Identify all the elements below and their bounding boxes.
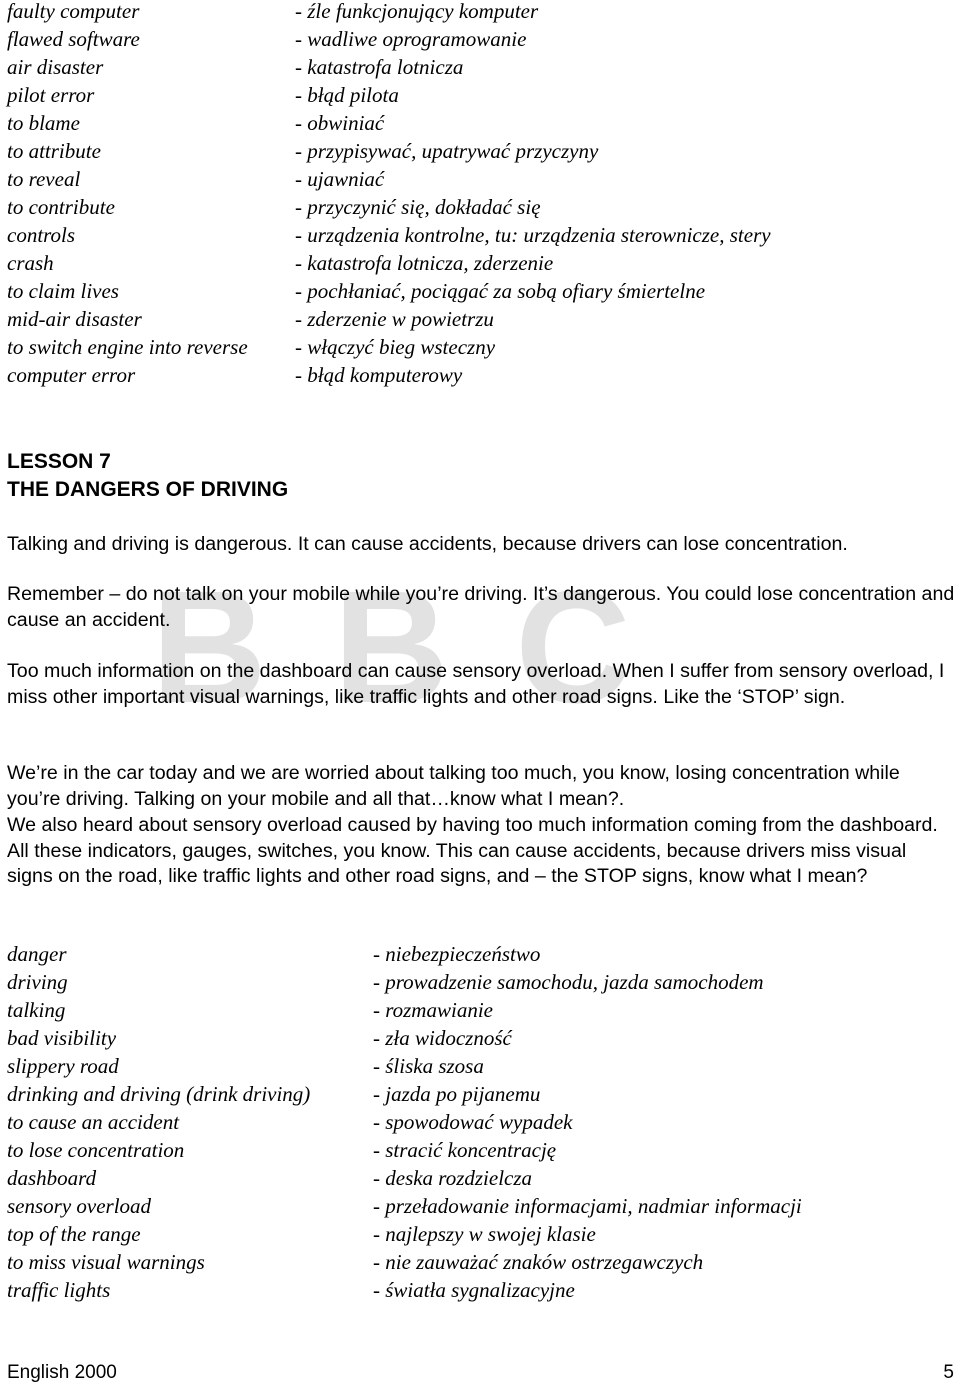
vocab-row [7, 333, 771, 361]
watermark-letter: B [151, 557, 267, 736]
vocab-translation: - urządzenia kontrolne, tu: urządzenia sterownicze, stery [295, 223, 771, 247]
vocab-row [7, 53, 771, 81]
vocab-row [7, 1108, 802, 1136]
vocab-row [7, 1080, 802, 1108]
vocab-row [7, 221, 771, 249]
vocab-translation: - zderzenie w powietrzu [295, 307, 494, 331]
vocab-row [7, 0, 771, 25]
lesson-heading [7, 448, 288, 504]
vocab-translation: - włączyć bieg wsteczny [295, 335, 496, 359]
vocab-term: to attribute [7, 139, 101, 163]
vocab-row [7, 109, 771, 137]
watermark-letter: C [515, 557, 631, 736]
vocab-term: to switch engine into reverse [7, 335, 248, 359]
vocab-translation: - obwiniać [295, 111, 385, 135]
vocab-term: driving [7, 970, 68, 994]
paragraph: Too much information on the dashboard can cause sensory overload. When I suffer from sensory overload, I miss other important visual warnings, like traffic lights and other road signs. Like the ‘STOP’ sign. [7, 660, 945, 708]
vocab-row [7, 305, 771, 333]
vocab-row [7, 1192, 802, 1220]
vocab-translation: - stracić koncentrację [373, 1138, 557, 1162]
vocab-translation: - błąd pilota [295, 83, 399, 107]
vocab-translation: - prowadzenie samochodu, jazda samochodem [373, 970, 764, 994]
vocab-term: flawed software [7, 27, 140, 51]
vocab-row [7, 1024, 802, 1052]
watermark-letter: B [333, 557, 449, 736]
vocab-translation: - śliska szosa [373, 1054, 484, 1078]
vocab-row [7, 1136, 802, 1164]
vocab-translation: - wadliwe oprogramowanie [295, 27, 527, 51]
vocab-row [7, 193, 771, 221]
vocab-translation: - katastrofa lotnicza, zderzenie [295, 251, 554, 275]
page-number: 5 [943, 1362, 954, 1383]
vocab-list-top [7, 0, 771, 389]
vocab-row [7, 1248, 802, 1276]
vocab-row [7, 940, 802, 968]
vocab-term: dashboard [7, 1166, 97, 1190]
vocab-term: to miss visual warnings [7, 1250, 205, 1274]
footer-title: English 2000 [7, 1362, 117, 1383]
lesson-title: THE DANGERS OF DRIVING [7, 478, 289, 501]
vocab-term: to claim lives [7, 279, 119, 303]
vocab-row [7, 81, 771, 109]
vocab-translation: - zła widoczność [373, 1026, 512, 1050]
lesson-number: LESSON 7 [7, 450, 111, 473]
vocab-row [7, 137, 771, 165]
vocab-row [7, 1276, 802, 1304]
vocab-translation: - deska rozdzielcza [373, 1166, 533, 1190]
vocab-translation: - przypisywać, upatrywać przyczyny [295, 139, 599, 163]
vocab-term: drinking and driving (drink driving) [7, 1082, 311, 1106]
vocab-translation: - spowodować wypadek [373, 1110, 573, 1134]
vocab-row [7, 1220, 802, 1248]
vocab-term: to cause an accident [7, 1110, 180, 1134]
vocab-term: top of the range [7, 1222, 141, 1246]
vocab-translation: - przeładowanie informacjami, nadmiar informacji [373, 1194, 802, 1218]
paragraph: We’re in the car today and we are worried about talking too much, you know, losing concentration while you’re driving. Talking on your mobile and all that…know what I mean?. [7, 762, 900, 810]
vocab-term: to blame [7, 111, 80, 135]
vocab-row [7, 249, 771, 277]
vocab-row [7, 996, 802, 1024]
vocab-row [7, 277, 771, 305]
vocab-term: sensory overload [7, 1194, 152, 1218]
bbc-watermark [118, 552, 838, 742]
vocab-term: mid-air disaster [7, 307, 142, 331]
paragraph: We also heard about sensory overload caused by having too much information coming from the dashboard. All these indicators, gauges, switches, you know. This can cause accidents, because drivers miss visual signs on the road, like traffic lights and other road signs, and – the STOP signs, know what I mean? [7, 814, 938, 887]
vocab-row [7, 1052, 802, 1080]
vocab-term: talking [7, 998, 66, 1022]
vocab-term: air disaster [7, 55, 104, 79]
vocab-term: danger [7, 942, 67, 966]
paragraph: Remember – do not talk on your mobile while you’re driving. It’s dangerous. You could lose concentration and cause an accident. [7, 583, 955, 631]
vocab-translation: - ujawniać [295, 167, 385, 191]
vocab-term: slippery road [7, 1054, 119, 1078]
vocab-term: crash [7, 251, 54, 275]
vocab-translation: - pochłaniać, pociągać za sobą ofiary śmiertelne [295, 279, 706, 303]
vocab-translation: - niebezpieczeństwo [373, 942, 541, 966]
vocab-term: to contribute [7, 195, 115, 219]
vocab-translation: - przyczynić się, dokładać się [295, 195, 541, 219]
vocab-translation: - światła sygnalizacyjne [373, 1278, 575, 1302]
vocab-term: computer error [7, 363, 136, 387]
vocab-term: pilot error [7, 83, 95, 107]
vocab-row [7, 165, 771, 193]
vocab-translation: - nie zauważać znaków ostrzegawczych [373, 1250, 704, 1274]
vocab-list-bottom [7, 940, 802, 1304]
vocab-term: to reveal [7, 167, 81, 191]
vocab-translation: - katastrofa lotnicza [295, 55, 464, 79]
vocab-row [7, 968, 802, 996]
page-footer [7, 1362, 954, 1384]
vocab-translation: - jazda po pijanemu [373, 1082, 541, 1106]
vocab-translation: - rozmawianie [373, 998, 493, 1022]
vocab-term: bad visibility [7, 1026, 117, 1050]
vocab-term: traffic lights [7, 1278, 111, 1302]
vocab-term: to lose concentration [7, 1138, 185, 1162]
vocab-row [7, 1164, 802, 1192]
vocab-translation: - najlepszy w swojej klasie [373, 1222, 596, 1246]
vocab-row [7, 361, 771, 389]
vocab-translation: - błąd komputerowy [295, 363, 463, 387]
vocab-term: controls [7, 223, 76, 247]
vocab-row [7, 25, 771, 53]
vocab-translation: - źle funkcjonujący komputer [295, 0, 539, 23]
paragraph: Talking and driving is dangerous. It can cause accidents, because drivers can lose concentration. [7, 533, 848, 555]
vocab-term: faulty computer [7, 0, 140, 23]
